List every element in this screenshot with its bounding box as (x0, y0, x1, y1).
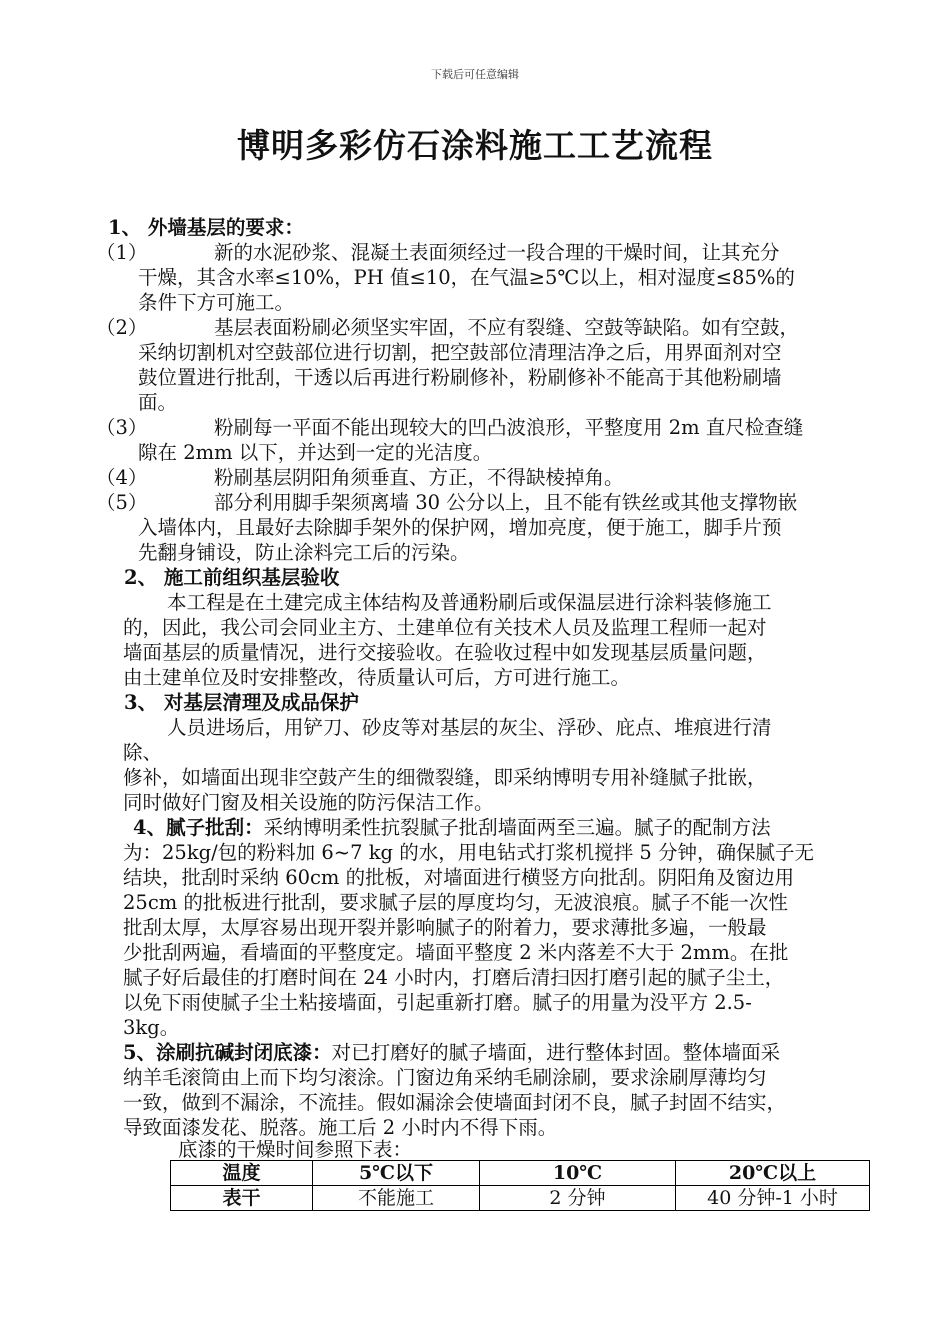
section-2-heading: 2、 施工前组织基层验收 (124, 566, 340, 589)
paragraph-line: 新的水泥砂浆、混凝土表面须经过一段合理的干燥时间，让其充分 (214, 241, 780, 264)
paragraph-line: 条件下方可施工。 (138, 291, 295, 314)
paragraph-line: 面。 (138, 391, 178, 414)
paragraph-line: 入墙体内，且最好去除脚手架外的保护网，增加亮度，便于施工，脚手片预 (138, 516, 782, 539)
paragraph-line: 纳羊毛滚筒由上而下均匀滚涂。门窗边角采纳毛刷涂刷，要求涂刷厚薄均匀 (123, 1066, 767, 1089)
drying-time-table (170, 1160, 870, 1211)
paragraph-line: 由土建单位及时安排整改，待质量认可后，方可进行施工。 (123, 666, 631, 689)
table-row (171, 1186, 870, 1211)
paragraph-line: 除、 (123, 741, 163, 764)
table-cell: 2 分钟 (480, 1186, 676, 1211)
paragraph-line: 隙在 2mm 以下，并达到一定的光洁度。 (138, 441, 493, 464)
paragraph-line: 鼓位置进行批刮，干透以后再进行粉刷修补，粉刷修补不能高于其他粉刷墙 (138, 366, 782, 389)
paragraph-line: 的，因此，我公司会同业主方、土建单位有关技术人员及监理工程师一起对 (123, 616, 767, 639)
paragraph-line: 采纳切割机对空鼓部位进行切割，把空鼓部位清理洁净之后，用界面剂对空 (138, 341, 782, 364)
table-header-cell: 温度 (171, 1161, 313, 1186)
paragraph-line: 粉刷基层阴阳角须垂直、方正，不得缺棱掉角。 (214, 466, 624, 489)
table-header-cell: 5℃以下 (313, 1161, 480, 1186)
paragraph-line: 采纳博明柔性抗裂腻子批刮墙面两至三遍。腻子的配制方法 (263, 816, 771, 839)
paragraph-line: 先翻身铺设，防止涂料完工后的污染。 (138, 541, 470, 564)
paragraph-line: 同时做好门窗及相关设施的防污保洁工作。 (123, 791, 494, 814)
paragraph-line: 墙面基层的质量情况，进行交接验收。在验收过程中如发现基层质量问题， (123, 641, 767, 664)
section-4-heading: 4、腻子批刮： (133, 816, 264, 839)
table-header-cell: 10℃ (480, 1161, 676, 1186)
section-5-first-line (123, 1040, 780, 1065)
item-number: （5） (96, 491, 148, 514)
item-number: （3） (96, 416, 148, 439)
table-cell: 不能施工 (313, 1186, 480, 1211)
paragraph-line: 基层表面粉刷必须坚实牢固，不应有裂缝、空鼓等缺陷。如有空鼓， (214, 316, 800, 339)
table-cell: 40 分钟-1 小时 (676, 1186, 870, 1211)
paragraph-line: 一致，做到不漏涂，不流挂。假如漏涂会使墙面封闭不良，腻子封固不结实， (123, 1091, 787, 1114)
paragraph-line: 以免下雨使腻子尘土粘接墙面，引起重新打磨。腻子的用量为没平方 2.5- (123, 991, 752, 1014)
item-number: （4） (96, 466, 148, 489)
page-header: 下载后可任意编辑 (431, 68, 519, 81)
paragraph-line: 部分利用脚手架须离墙 30 公分以上，且不能有铁丝或其他支撑物嵌 (214, 491, 798, 514)
paragraph-line: 结块，批刮时采纳 60cm 的批板，对墙面进行横竖方向批刮。阴阳角及窗边用 (123, 866, 795, 889)
section-1-heading: 1、 外墙基层的要求： (108, 216, 304, 239)
paragraph-line: 批刮太厚，太厚容易出现开裂并影响腻子的附着力，要求薄批多遍，一般最 (123, 916, 767, 939)
item-number: （1） (96, 241, 148, 264)
table-header-row (171, 1161, 870, 1186)
table-caption: 底漆的干燥时间参照下表： (178, 1138, 413, 1161)
paragraph-line: 粉刷每一平面不能出现较大的凹凸波浪形，平整度用 2m 直尺检查缝 (214, 416, 804, 439)
paragraph-line: 人员进场后，用铲刀、砂皮等对基层的灰尘、浮砂、庇点、堆痕进行清 (167, 716, 772, 739)
paragraph-line: 对已打磨好的腻子墙面，进行整体封固。整体墙面采 (331, 1041, 781, 1064)
table-header-cell: 20℃以上 (676, 1161, 870, 1186)
paragraph-line: 干燥，其含水率≤10%，PH 值≤10，在气温≥5℃以上，相对湿度≤85%的 (138, 266, 795, 289)
section-3-heading: 3、 对基层清理及成品保护 (124, 691, 359, 714)
section-4-first-line (133, 815, 771, 840)
section-5-heading: 5、涂刷抗碱封闭底漆： (123, 1041, 332, 1064)
paragraph-line: 导致面漆发花、脱落。施工后 2 小时内不得下雨。 (123, 1116, 558, 1139)
paragraph-line: 25cm 的批板进行批刮，要求腻子层的厚度均匀，无波浪痕。腻子不能一次性 (123, 891, 788, 914)
document-title: 博明多彩仿石涂料施工工艺流程 (237, 126, 713, 165)
paragraph-line: 3kg。 (123, 1016, 180, 1039)
item-number: （2） (96, 316, 148, 339)
paragraph-line: 修补，如墙面出现非空鼓产生的细微裂缝，即采纳博明专用补缝腻子批嵌， (123, 766, 767, 789)
paragraph-line: 腻子好后最佳的打磨时间在 24 小时内，打磨后清扫因打磨引起的腻子尘土， (123, 966, 785, 989)
table-cell: 表干 (171, 1186, 313, 1211)
paragraph-line: 为：25kg/包的粉料加 6~7 kg 的水，用电钻式打浆机搅拌 5 分钟，确保腻子无 (123, 841, 815, 864)
paragraph-line: 少批刮两遍，看墙面的平整度定。墙面平整度 2 米内落差不大于 2mm。在批 (123, 941, 789, 964)
paragraph-line: 本工程是在土建完成主体结构及普通粉刷后或保温层进行涂料装修施工 (167, 591, 772, 614)
